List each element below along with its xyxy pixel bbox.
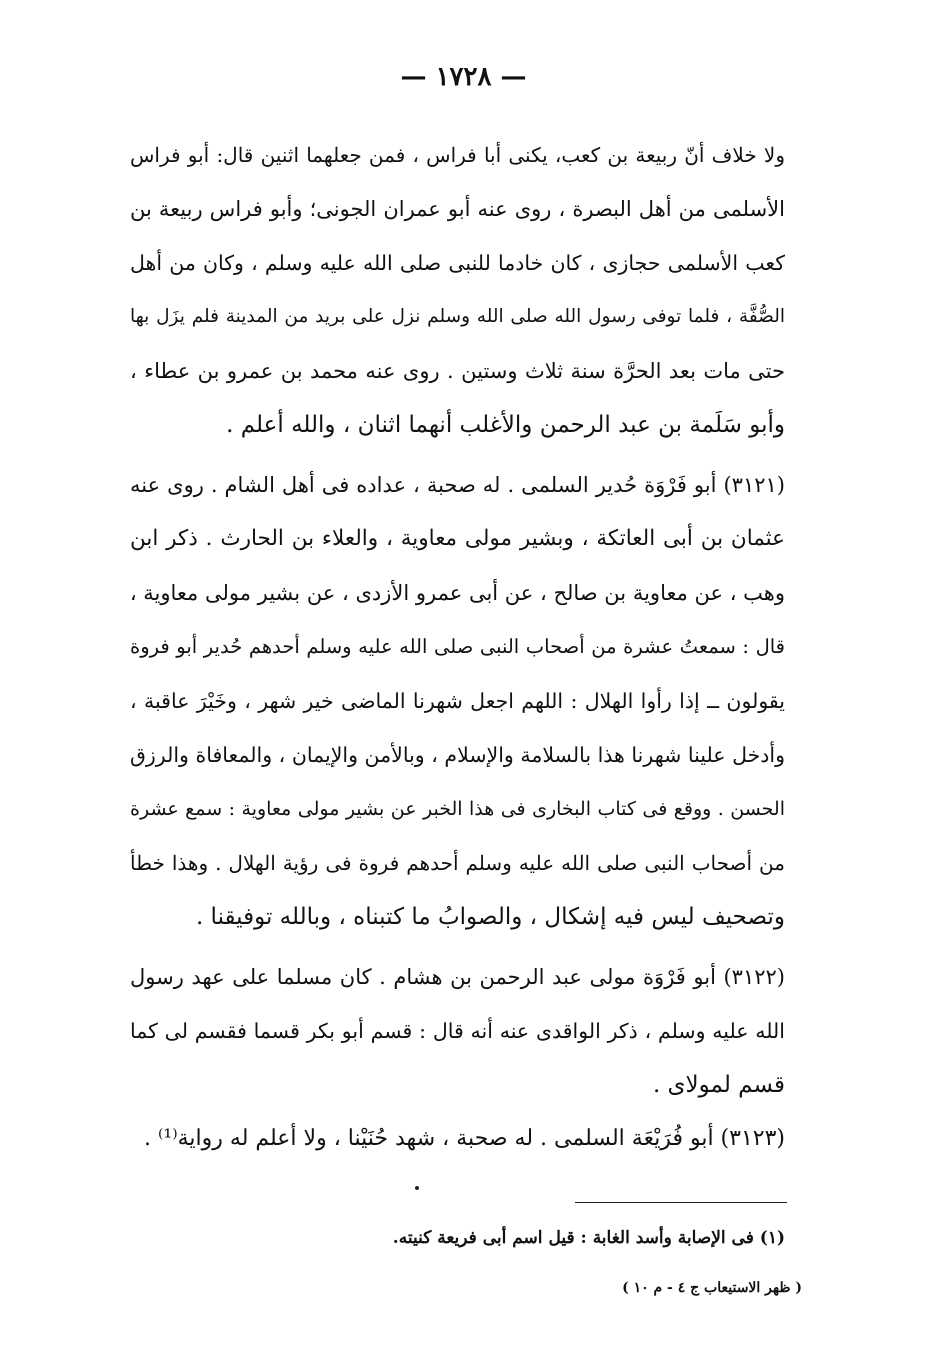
text-line: الأسلمى من أهل البصرة ، روى عنه أبو عمران الجونى؛ وأبو فراس ربيعة بن — [130, 197, 785, 221]
text-line: قال : سمعتُ عشرة من أصحاب النبى صلى الله عليه وسلم أحدهم حُدير أبو فروة — [130, 635, 785, 658]
text-line: الصُّفَّة ، فلما توفى رسول الله صلى الله وسلم نزل على بريد من المدينة فلم يزَل بها — [130, 306, 785, 327]
footnote: (١) فى الإصابة وأسد الغابة : قيل اسم أبى فريعة كنيته. — [392, 1228, 785, 1248]
text-line: حتى مات بعد الحرَّة سنة ثلاث وستين . روى عنه محمد بن عمرو بن عطاء ، — [130, 359, 785, 383]
text-line: (٣١٢١) أبو فَرْوَة حُدير السلمى . له صحبة ، عداده فى أهل الشام . روى عنه — [130, 473, 785, 497]
footnote-divider — [575, 1202, 787, 1203]
text-line: عثمان بن أبى العاتكة ، وبشير مولى معاوية ، والعلاء بن الحارث . ذكر ابن — [130, 526, 785, 551]
entry-3123 — [130, 1112, 785, 1166]
text-line: وهب ، عن معاوية بن صالح ، عن أبى عمرو الأزدى ، عن بشير مولى معاوية ، — [130, 581, 785, 605]
text-line: من أصحاب النبى صلى الله عليه وسلم أحدهم فروة فى رؤية الهلال . وهذا خطأ — [130, 851, 785, 875]
entry-3121 — [130, 458, 785, 944]
text-line: قسم لمولاى . — [652, 1072, 785, 1098]
text-line: وأدخل علينا شهرنا هذا بالسلامة والإسلام ، وبالأمن والإيمان ، والمعافاة والرزق — [130, 743, 785, 767]
text-line: كعب الأسلمى حجازى ، كان خادما للنبى صلى الله عليه وسلم ، وكان من أهل — [130, 251, 785, 275]
text-line: ولا خلاف أنّ ربيعة بن كعب، يكنى أبا فراس ، فمن جعلهما اثنين قال: أبو فراس — [130, 143, 785, 167]
page-number: — ١٧٢٨ — — [400, 62, 527, 92]
paragraph-rabia-ibn-kab — [130, 128, 785, 452]
text-line: وتصحيف ليس فيه إشكال ، والصوابُ ما كتبناه ، وبالله توفيقنا . — [195, 904, 785, 930]
text-line: الحسن . ووقع فى كتاب البخارى فى هذا الخبر عن بشير مولى معاوية : سمع عشرة — [130, 798, 785, 820]
text-line: الله عليه وسلم ، ذكر الواقدى عنه أنه قال : قسم أبو بكر قسما فقسم لى كما — [130, 1019, 785, 1043]
entry-3122 — [130, 950, 785, 1112]
main-text — [130, 128, 785, 1166]
text-line: وأبو سَلَمة بن عبد الرحمن والأغلب أنهما اثنان ، والله أعلم . — [226, 412, 785, 438]
print-speck — [415, 1186, 419, 1190]
text-line: (٣١٢٣) أبو فُرَيْعَة السلمى . له صحبة ، شهد حُنَيْنا ، ولا أعلم له رواية⁽¹⁾ . — [144, 1126, 785, 1151]
text-line: يقولون ــ إذا رأوا الهلال : اللهم اجعل شهرنا الماضى خير شهر ، وخَيْرَ عاقبة ، — [130, 689, 785, 713]
text-line: (٣١٢٢) أبو فَرْوَة مولى عبد الرحمن بن هشام . كان مسلما على عهد رسول — [130, 965, 785, 989]
printer-signature: ( ظهر الاستيعاب ج ٤ - م ١٠ ) — [622, 1280, 802, 1296]
